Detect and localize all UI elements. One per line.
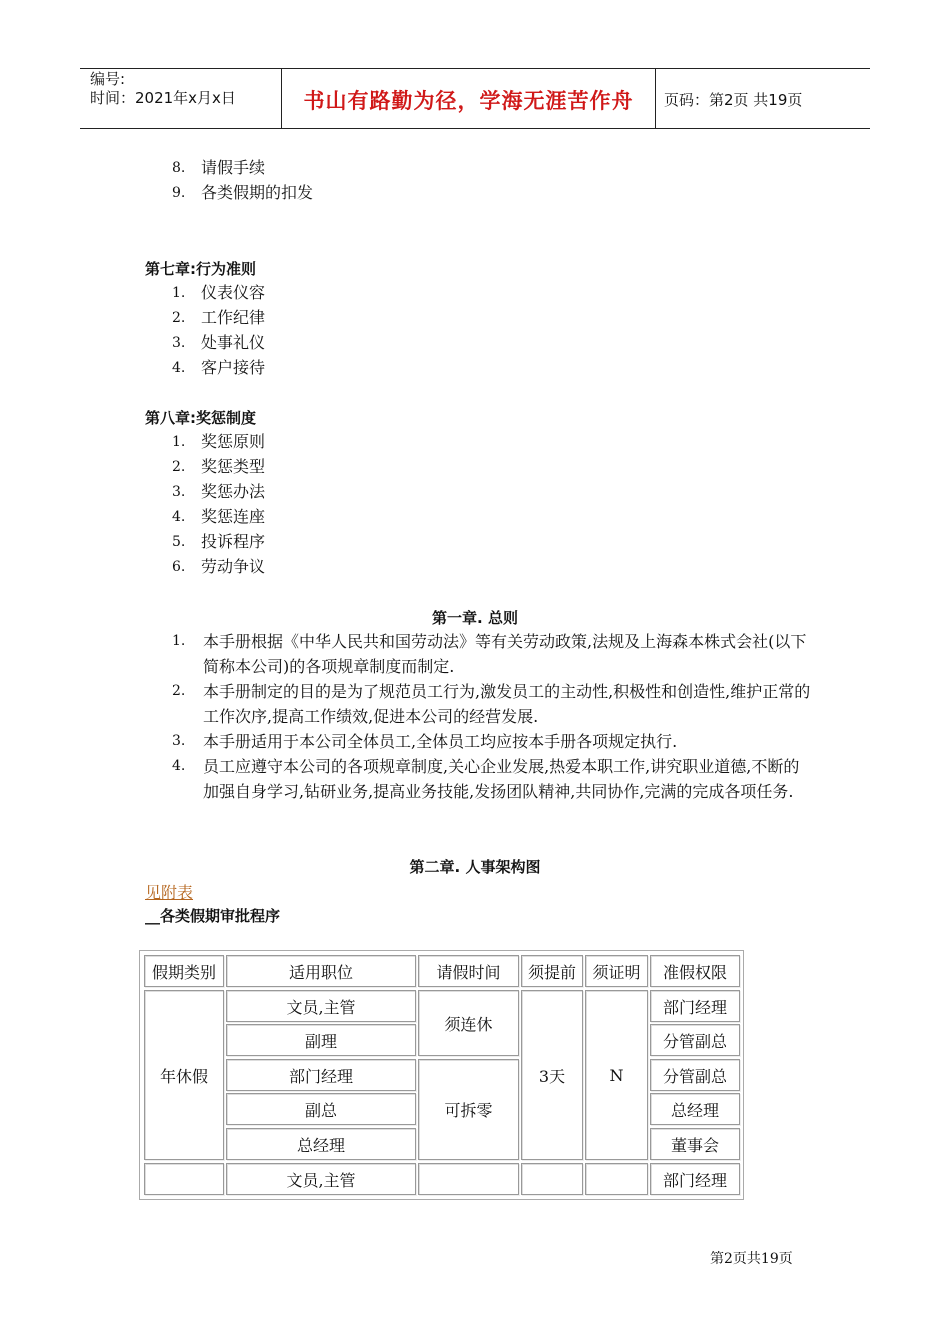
leave-approval-table	[139, 950, 744, 1200]
table-cell: 总经理	[650, 1093, 740, 1125]
paragraph: 4. 员工应遵守本公司的各项规章制度,关心企业发展,热爱本职工作,讲究职业道德,不断的加强自身学习,钻研业务,提高业务技能,发扬团队精神,共同协作,完满的完成各项任务.	[172, 757, 800, 801]
table-header-cell: 适用职位	[226, 955, 416, 987]
table-cell: 总经理	[226, 1128, 416, 1160]
table-cell: 须连休	[418, 990, 519, 1056]
subheading: __各类假期审批程序	[145, 907, 281, 925]
table-cell: 副总	[226, 1093, 416, 1125]
table-cell	[521, 1163, 583, 1195]
table-cell: 文员,主管	[226, 1163, 416, 1195]
paragraph: 3. 本手册适用于本公司全体员工,全体员工均应按本手册各项规定执行.	[172, 732, 678, 751]
paragraph: 1. 本手册根据《中华人民共和国劳动法》等有关劳动政策,法规及上海森本株式会社(以下简称本公司)的各项规章制度而制定.	[172, 632, 807, 676]
header-top-rule	[80, 68, 870, 69]
table-cell: 部门经理	[650, 1163, 740, 1195]
table-header-cell: 准假权限	[650, 955, 740, 987]
table-cell: 可拆零	[418, 1059, 519, 1160]
number-label: 编号:	[90, 70, 126, 88]
table-cell: 董事会	[650, 1128, 740, 1160]
table-cell: 副理	[226, 1024, 416, 1056]
header-motto: 书山有路勤为径，学海无涯苦作舟	[303, 89, 634, 113]
section-title: 第二章. 人事架构图	[409, 858, 541, 876]
table-header-cell: 须提前	[521, 955, 583, 987]
chapter-title: 第七章:行为准则	[145, 260, 256, 278]
table-cell: 文员,主管	[226, 990, 416, 1022]
table-cell	[418, 1163, 519, 1195]
table-cell: 3天	[521, 990, 583, 1160]
time-label: 时间：2021年x月x日	[90, 89, 236, 107]
table-cell	[585, 1163, 648, 1195]
table-cell: 部门经理	[226, 1059, 416, 1091]
appendix-link[interactable]: 见附表	[145, 883, 194, 902]
table-header-cell: 假期类别	[144, 955, 224, 987]
table-header-cell: 请假时间	[418, 955, 519, 987]
table-cell	[144, 1163, 224, 1195]
chapter-title: 第八章:奖惩制度	[145, 409, 256, 427]
paragraph: 2. 本手册制定的目的是为了规范员工行为,激发员工的主动性,积极性和创造性,维护正常的工作次序,提高工作绩效,促进本公司的经营发展.	[172, 682, 811, 726]
table-cell: 部门经理	[650, 990, 740, 1022]
section-title: 第一章. 总则	[432, 609, 518, 627]
table-cell: 年休假	[144, 990, 224, 1160]
header-bottom-rule	[80, 128, 870, 129]
table-header-cell: 须证明	[585, 955, 648, 987]
table-cell: N	[585, 990, 648, 1160]
page-footer: 第2页共19页	[710, 1251, 793, 1267]
header-divider	[655, 69, 656, 129]
header-left	[90, 70, 236, 108]
header-page-info: 页码：第2页 共19页	[664, 91, 803, 109]
table-cell: 分管副总	[650, 1024, 740, 1056]
table-cell: 分管副总	[650, 1059, 740, 1091]
